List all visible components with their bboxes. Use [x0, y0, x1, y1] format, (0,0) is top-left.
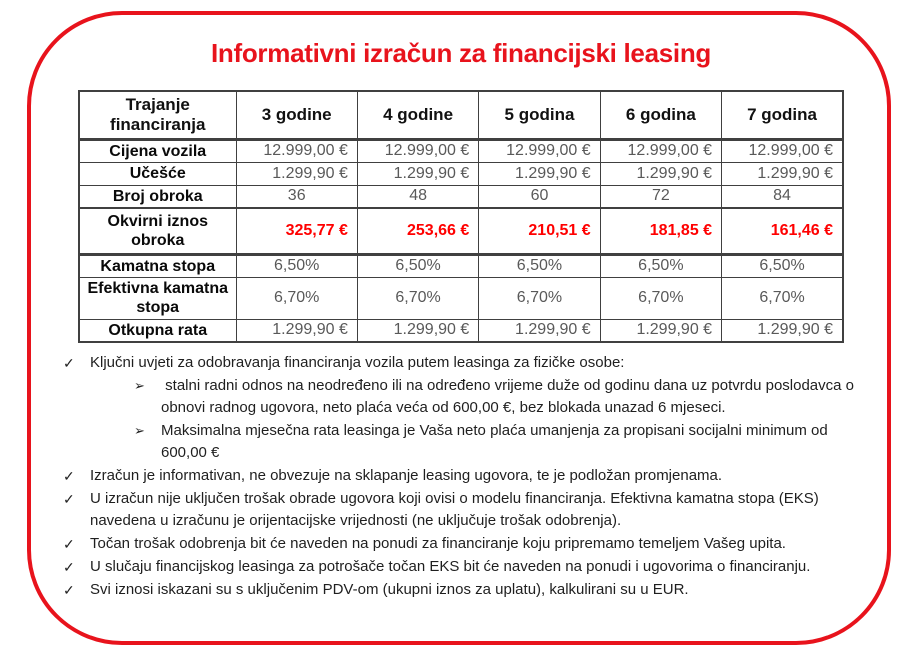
note-item — [63, 465, 869, 487]
table-cell: 6,70% — [722, 277, 843, 319]
note-text: Izračun je informativan, ne obvezuje na sklapanje leasing ugovora, te je podložan promjenama. — [90, 467, 723, 484]
table-cell: 161,46 € — [722, 208, 843, 254]
check-icon: ✓ — [63, 559, 75, 575]
table-cell: 12.999,00 € — [236, 139, 357, 162]
row-label: Kamatna stopa — [79, 254, 236, 277]
table-cell: 6,70% — [600, 277, 721, 319]
table-cell: 1.299,90 € — [600, 162, 721, 185]
table-cell: 1.299,90 € — [722, 162, 843, 185]
check-icon: ✓ — [63, 355, 75, 371]
column-header-5-godina: 5 godina — [479, 91, 600, 139]
note-subitem — [63, 420, 869, 464]
table-row-cijena-vozila — [79, 139, 843, 162]
table-cell: 72 — [600, 185, 721, 208]
table-cell: 1.299,90 € — [357, 319, 478, 342]
note-item — [63, 533, 869, 555]
table-cell: 6,70% — [357, 277, 478, 319]
table-cell: 1.299,90 € — [479, 319, 600, 342]
note-item — [63, 556, 869, 578]
table-cell: 6,50% — [357, 254, 478, 277]
table-cell: 12.999,00 € — [722, 139, 843, 162]
table-cell: 60 — [479, 185, 600, 208]
column-header-6-godina: 6 godina — [600, 91, 721, 139]
column-header-duration: Trajanje financiranja — [79, 91, 236, 139]
table-cell: 253,66 € — [357, 208, 478, 254]
note-item — [63, 579, 869, 601]
table-row-efektivna-kamatna-stopa — [79, 277, 843, 319]
note-text: Ključni uvjeti za odobravanja financiranja vozila putem leasinga za fizičke osobe: — [90, 354, 625, 371]
table-cell: 12.999,00 € — [479, 139, 600, 162]
row-label: Otkupna rata — [79, 319, 236, 342]
table-cell: 1.299,90 € — [236, 162, 357, 185]
table-row-ucesce — [79, 162, 843, 185]
table-row-kamatna-stopa — [79, 254, 843, 277]
notes-list — [63, 352, 869, 602]
page-title: Informativni izračun za financijski leasing — [210, 38, 712, 68]
arrow-icon: ➢ — [134, 378, 145, 393]
column-header-3-godine: 3 godine — [236, 91, 357, 139]
table-cell: 48 — [357, 185, 478, 208]
table-cell: 1.299,90 € — [236, 319, 357, 342]
table-cell: 6,50% — [600, 254, 721, 277]
row-label: Broj obroka — [79, 185, 236, 208]
check-icon: ✓ — [63, 468, 75, 484]
note-text: stalni radni odnos na neodređeno ili na određeno vrijeme duže od godinu dana uz potvrdu poslodavca o obnovi radnog ugovora, neto plaća veća od 600,00 €, bez blokada unazad 6 mjeseci. — [161, 377, 859, 416]
note-item — [63, 488, 869, 532]
row-label: Efektivna kamatna stopa — [79, 277, 236, 319]
table-cell: 1.299,90 € — [722, 319, 843, 342]
check-icon: ✓ — [63, 582, 75, 598]
table-row-okvirni-iznos-obroka — [79, 208, 843, 254]
note-text: Svi iznosi iskazani su s uključenim PDV-om (ukupni iznos za uplatu), kalkulirani su u EUR. — [90, 581, 689, 598]
table-cell: 6,50% — [722, 254, 843, 277]
table-cell: 181,85 € — [600, 208, 721, 254]
table-row-broj-obroka — [79, 185, 843, 208]
table-cell: 36 — [236, 185, 357, 208]
table-cell: 1.299,90 € — [600, 319, 721, 342]
note-text: U izračun nije uključen trošak obrade ugovora koji ovisi o modelu financiranja. Efektivna kamatna stopa (EKS) navedena u izračunu je orijentacijske vrijednosti (ne uključuje trošak odobrenja). — [90, 490, 823, 529]
column-header-4-godine: 4 godine — [357, 91, 478, 139]
table-row-otkupna-rata — [79, 319, 843, 342]
row-label: Učešće — [79, 162, 236, 185]
note-text: U slučaju financijskog leasinga za potrošače točan EKS bit će naveden na ponudi i ugovorima o financiranju. — [90, 558, 811, 575]
note-text: Točan trošak odobrenja bit će naveden na ponudi za financiranje koju pripremamo temeljem Vašeg upita. — [90, 535, 786, 552]
column-header-7-godina: 7 godina — [722, 91, 843, 139]
table-cell: 1.299,90 € — [357, 162, 478, 185]
arrow-icon: ➢ — [134, 423, 145, 438]
table-header-row — [79, 91, 843, 139]
table-cell: 6,50% — [236, 254, 357, 277]
table-cell: 12.999,00 € — [600, 139, 721, 162]
table-cell: 6,50% — [479, 254, 600, 277]
note-item — [63, 352, 869, 374]
note-subitem — [63, 375, 869, 419]
table-cell: 325,77 € — [236, 208, 357, 254]
check-icon: ✓ — [63, 491, 75, 507]
row-label: Cijena vozila — [79, 139, 236, 162]
leasing-table — [78, 90, 844, 343]
table-cell: 210,51 € — [479, 208, 600, 254]
table-cell: 84 — [722, 185, 843, 208]
check-icon: ✓ — [63, 536, 75, 552]
note-text: Maksimalna mjesečna rata leasinga je Vaša neto plaća umanjenja za propisani socijalni minimum od 600,00 € — [161, 422, 832, 461]
table-cell: 6,70% — [479, 277, 600, 319]
table-cell: 6,70% — [236, 277, 357, 319]
table-cell: 1.299,90 € — [479, 162, 600, 185]
row-label: Okvirni iznos obroka — [79, 208, 236, 254]
table-cell: 12.999,00 € — [357, 139, 478, 162]
